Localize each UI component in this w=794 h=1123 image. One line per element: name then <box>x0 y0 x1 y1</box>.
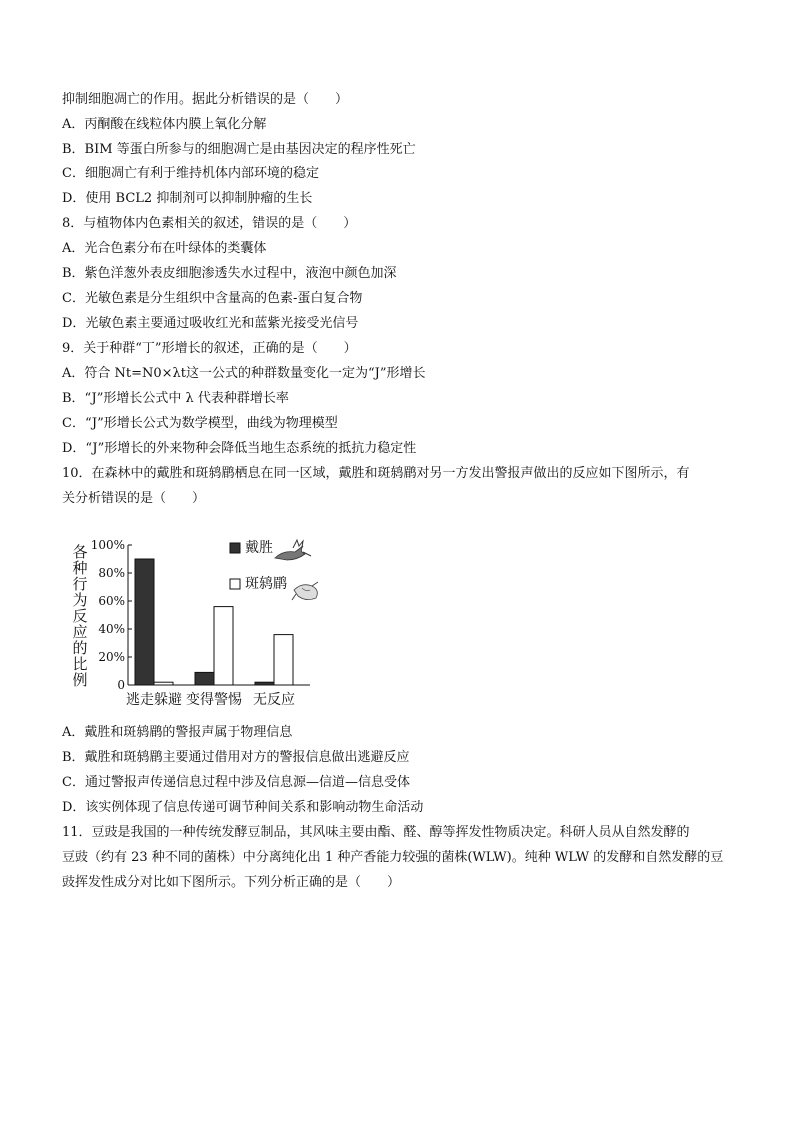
bar <box>214 607 233 685</box>
y-tick-label: 40% <box>98 622 125 636</box>
y-tick-labels <box>91 538 125 692</box>
y-tick-label: 20% <box>98 650 125 664</box>
text-line: D．该实例体现了信息传递可调节种间关系和影响动物生命活动 <box>62 800 424 815</box>
legend-label: 戴胜 <box>245 540 273 556</box>
text-line: D．“J”形增长的外来物种会降低当地生态系统的抵抗力稳定性 <box>62 441 417 456</box>
text-line: 豆豉（约有 23 种不同的菌株）中分离纯化出 1 种产香能力较强的菌株(WLW)。纯种 WLW 的发酵和自然发酵的豆 <box>62 850 724 865</box>
text-line: C．细胞凋亡有利于维持机体内部环境的稳定 <box>62 166 319 181</box>
text-line: D．使用 BCL2 抑制剂可以抑制肿瘤的生长 <box>62 191 313 206</box>
bar <box>274 635 293 685</box>
y-tick-label: 0 <box>117 678 125 692</box>
x-category-label: 无反应 <box>253 692 295 708</box>
y-axis-label-char: 比 <box>72 655 88 673</box>
text-line: B．戴胜和斑鸫鹛主要通过借用对方的警报信息做出逃避反应 <box>62 750 410 765</box>
y-axis-label <box>72 543 87 689</box>
y-axis-label-char: 行 <box>72 575 88 593</box>
text-line: B．“J”形增长公式中 λ 代表种群增长率 <box>62 391 289 406</box>
bar <box>154 682 173 685</box>
y-axis-label-char: 例 <box>72 671 88 689</box>
text-line: 11．豆豉是我国的一种传统发酵豆制品，其风味主要由酯、醛、醇等挥发性物质决定。科研人员从自然发酵的 <box>62 825 690 840</box>
y-axis-label-char: 的 <box>72 639 88 657</box>
y-axis-label-char: 反 <box>72 607 88 625</box>
text-line: 10．在森林中的戴胜和斑鸫鹛栖息在同一区域，戴胜和斑鸫鹛对另一方发出警报声做出的反应如下图所示，有 <box>62 466 690 481</box>
bar <box>135 559 154 685</box>
text-line: A．符合 Nt=N0×λt这一公式的种群数量变化一定为“J”形增长 <box>62 366 426 381</box>
bar <box>255 682 274 685</box>
y-axis-label-char: 应 <box>72 623 88 641</box>
y-axis-label-char: 种 <box>72 559 88 577</box>
hoopoe-bird-icon <box>275 540 311 560</box>
text-line: A．戴胜和斑鸫鹛的警报声属于物理信息 <box>62 725 293 740</box>
text-line: B．紫色洋葱外表皮细胞渗透失水过程中，液泡中颜色加深 <box>62 266 397 281</box>
legend-label: 斑鸫鹛 <box>245 576 287 592</box>
legend-swatch <box>230 579 240 589</box>
x-category-label: 逃走躲避 <box>126 692 182 708</box>
y-tick-label: 100% <box>90 538 125 552</box>
legend <box>230 539 318 600</box>
text-line: C．通过警报声传递信息过程中涉及信息源—信道—信息受体 <box>62 775 410 790</box>
text-line: B．BIM 等蛋白所参与的细胞凋亡是由基因决定的程序性死亡 <box>62 142 416 157</box>
text-line: 关分析错误的是（ ） <box>62 491 206 506</box>
text-line: D．光敏色素主要通过吸收红光和蓝紫光接受光信号 <box>62 316 359 331</box>
text-line: 抑制细胞凋亡的作用。据此分析错误的是（ ） <box>62 92 349 107</box>
bar-chart <box>60 528 330 713</box>
y-tick-label: 80% <box>98 566 125 580</box>
text-line: 9．关于种群“丁”形增长的叙述，正确的是（ ） <box>62 341 357 356</box>
legend-swatch <box>230 543 240 553</box>
y-axis-label-char: 为 <box>72 591 88 609</box>
x-category-labels <box>126 691 295 708</box>
y-axis-label-char: 各 <box>72 543 88 561</box>
text-line: A．光合色素分布在叶绿体的类囊体 <box>62 241 267 256</box>
text-line: C．光敏色素是分生组织中含量高的色素-蛋白复合物 <box>62 291 363 306</box>
babbler-bird-icon <box>292 582 318 600</box>
text-line: 8．与植物体内色素相关的叙述，错误的是（ ） <box>62 216 357 231</box>
text-line: A．丙酮酸在线粒体内膜上氧化分解 <box>62 117 267 132</box>
text-line: 豉挥发性成分对比如下图所示。下列分析正确的是（ ） <box>62 875 401 890</box>
bar <box>195 672 214 685</box>
text-line: C．“J”形增长公式为数学模型，曲线为物理模型 <box>62 416 338 431</box>
y-tick-label: 60% <box>98 594 125 608</box>
x-category-label: 变得警惕 <box>186 692 242 708</box>
